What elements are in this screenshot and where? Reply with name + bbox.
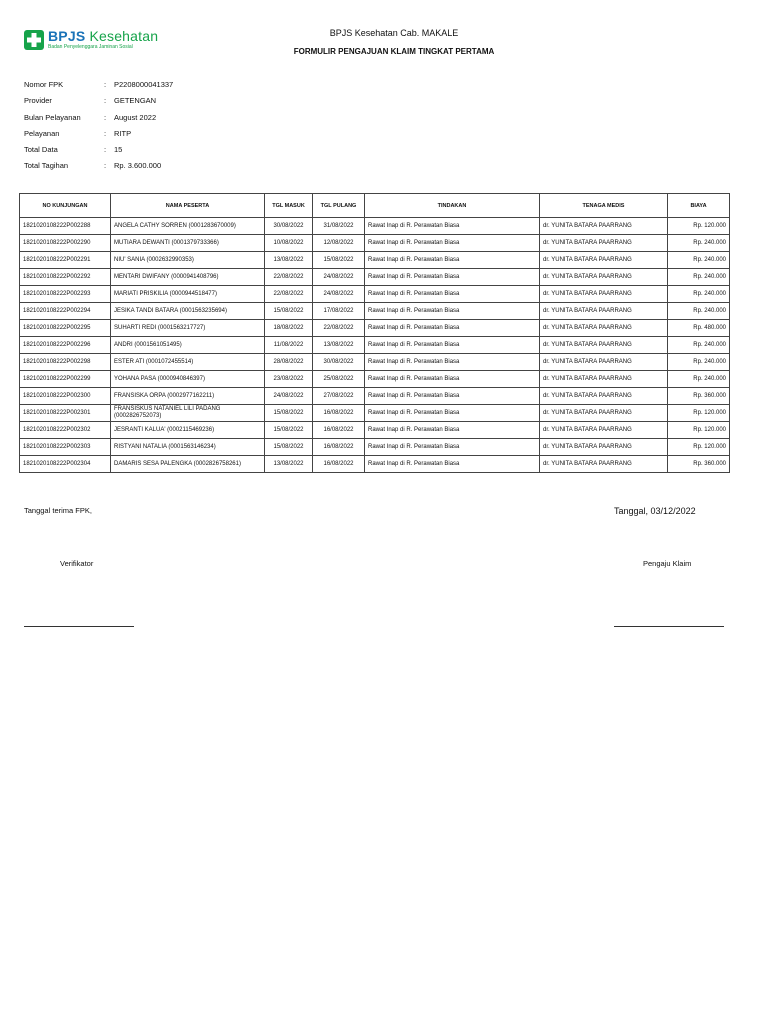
info-value: GETENGAN: [114, 96, 157, 106]
table-row: [20, 286, 730, 303]
visit-number-cell: 1821020108222P002288: [20, 218, 111, 235]
column-header: TGL MASUK: [265, 194, 313, 218]
procedure-cell: Rawat Inap di R. Perawatan Biasa: [365, 439, 540, 456]
discharge-date-cell: 22/08/2022: [313, 320, 365, 337]
info-colon: :: [104, 161, 107, 171]
table-row: [20, 456, 730, 473]
column-header: TGL PULANG: [313, 194, 365, 218]
visit-number-cell: 1821020108222P002296: [20, 337, 111, 354]
table-row: [20, 320, 730, 337]
doctor-cell: dr. YUNITA BATARA PAARRANG: [540, 320, 668, 337]
doctor-cell: dr. YUNITA BATARA PAARRANG: [540, 439, 668, 456]
doctor-cell: dr. YUNITA BATARA PAARRANG: [540, 456, 668, 473]
procedure-cell: Rawat Inap di R. Perawatan Biasa: [365, 422, 540, 439]
visit-number-cell: 1821020108222P002300: [20, 388, 111, 405]
table-row: [20, 371, 730, 388]
column-header: TINDAKAN: [365, 194, 540, 218]
discharge-date-cell: 30/08/2022: [313, 354, 365, 371]
procedure-cell: Rawat Inap di R. Perawatan Biasa: [365, 303, 540, 320]
procedure-cell: Rawat Inap di R. Perawatan Biasa: [365, 371, 540, 388]
branch-office-title: BPJS Kesehatan Cab. MAKALE: [329, 28, 459, 38]
admission-date-cell: 22/08/2022: [265, 286, 313, 303]
doctor-cell: dr. YUNITA BATARA PAARRANG: [540, 388, 668, 405]
info-label: Total Tagihan: [24, 161, 69, 171]
admission-date-cell: 10/08/2022: [265, 235, 313, 252]
patient-name-cell: ANDRI (0001561051495): [111, 337, 265, 354]
info-colon: :: [104, 145, 107, 155]
visit-number-cell: 1821020108222P002304: [20, 456, 111, 473]
patient-name-cell: MARIATI PRISKILIA (0000944518477): [111, 286, 265, 303]
admission-date-cell: 15/08/2022: [265, 303, 313, 320]
cost-cell: Rp. 120.000: [668, 422, 730, 439]
cost-cell: Rp. 240.000: [668, 269, 730, 286]
table-row: [20, 405, 730, 422]
cost-cell: Rp. 120.000: [668, 218, 730, 235]
table-row: [20, 303, 730, 320]
cost-cell: Rp. 240.000: [668, 337, 730, 354]
discharge-date-cell: 27/08/2022: [313, 388, 365, 405]
patient-name-cell: NIU' SANIA (0002632990353): [111, 252, 265, 269]
admission-date-cell: 24/08/2022: [265, 388, 313, 405]
admission-date-cell: 15/08/2022: [265, 439, 313, 456]
discharge-date-cell: 16/08/2022: [313, 405, 365, 422]
procedure-cell: Rawat Inap di R. Perawatan Biasa: [365, 286, 540, 303]
verifier-label: Verifikator: [60, 559, 94, 568]
cost-cell: Rp. 240.000: [668, 371, 730, 388]
admission-date-cell: 18/08/2022: [265, 320, 313, 337]
table-row: [20, 439, 730, 456]
procedure-cell: Rawat Inap di R. Perawatan Biasa: [365, 388, 540, 405]
visit-number-cell: 1821020108222P002293: [20, 286, 111, 303]
admission-date-cell: 13/08/2022: [265, 252, 313, 269]
admission-date-cell: 30/08/2022: [265, 218, 313, 235]
admission-date-cell: 28/08/2022: [265, 354, 313, 371]
discharge-date-cell: 24/08/2022: [313, 286, 365, 303]
cost-cell: Rp. 240.000: [668, 252, 730, 269]
procedure-cell: Rawat Inap di R. Perawatan Biasa: [365, 252, 540, 269]
doctor-cell: dr. YUNITA BATARA PAARRANG: [540, 303, 668, 320]
info-label: Provider: [24, 96, 52, 106]
patient-name-cell: MUTIARA DEWANTI (0001379733366): [111, 235, 265, 252]
table-row: [20, 354, 730, 371]
logo-brand-2: Kesehatan: [89, 28, 159, 44]
doctor-cell: dr. YUNITA BATARA PAARRANG: [540, 286, 668, 303]
visit-number-cell: 1821020108222P002298: [20, 354, 111, 371]
admission-date-cell: 22/08/2022: [265, 269, 313, 286]
discharge-date-cell: 16/08/2022: [313, 439, 365, 456]
column-header: TENAGA MEDIS: [540, 194, 668, 218]
patient-name-cell: YOHANA PASA (0000940846397): [111, 371, 265, 388]
patient-name-cell: RISTYANI NATALIA (0001563146234): [111, 439, 265, 456]
info-value: RITP: [114, 128, 132, 138]
table-row: [20, 252, 730, 269]
discharge-date-cell: 16/08/2022: [313, 422, 365, 439]
date-label: Tanggal,: [614, 506, 649, 516]
procedure-cell: Rawat Inap di R. Perawatan Biasa: [365, 320, 540, 337]
admission-date-cell: 23/08/2022: [265, 371, 313, 388]
column-header: NAMA PESERTA: [111, 194, 265, 218]
discharge-date-cell: 24/08/2022: [313, 269, 365, 286]
discharge-date-cell: 25/08/2022: [313, 371, 365, 388]
patient-name-cell: FRANSISKA ORPA (0002977162211): [111, 388, 265, 405]
procedure-cell: Rawat Inap di R. Perawatan Biasa: [365, 456, 540, 473]
table-header-row: [20, 194, 730, 218]
verifier-signature-line: [24, 626, 134, 627]
procedure-cell: Rawat Inap di R. Perawatan Biasa: [365, 337, 540, 354]
table-row: [20, 422, 730, 439]
info-value: Rp. 3.600.000: [114, 161, 162, 171]
date-value: 03/12/2022: [650, 506, 696, 516]
procedure-cell: Rawat Inap di R. Perawatan Biasa: [365, 354, 540, 371]
cost-cell: Rp. 360.000: [668, 456, 730, 473]
discharge-date-cell: 13/08/2022: [313, 337, 365, 354]
visit-number-cell: 1821020108222P002290: [20, 235, 111, 252]
doctor-cell: dr. YUNITA BATARA PAARRANG: [540, 354, 668, 371]
patient-name-cell: SUHARTI REDI (0001563217727): [111, 320, 265, 337]
patient-name-cell: ANGELA CATHY SORREN (0001283670009): [111, 218, 265, 235]
info-colon: :: [104, 112, 107, 122]
procedure-cell: Rawat Inap di R. Perawatan Biasa: [365, 269, 540, 286]
info-colon: :: [104, 80, 107, 89]
info-colon: :: [104, 96, 107, 106]
info-value: 15: [114, 145, 123, 155]
table-row: [20, 269, 730, 286]
patient-name-cell: FRANSISKUS NATANIEL LILI PADANG (0002826752073): [111, 405, 265, 422]
cost-cell: Rp. 240.000: [668, 286, 730, 303]
logo-brand: BPJS: [48, 28, 86, 44]
doctor-cell: dr. YUNITA BATARA PAARRANG: [540, 337, 668, 354]
info-value: August 2022: [114, 112, 157, 122]
info-value: P2208000041337: [114, 80, 174, 89]
discharge-date-cell: 31/08/2022: [313, 218, 365, 235]
column-header: NO KUNJUNGAN: [20, 194, 111, 218]
info-label: Nomor FPK: [24, 80, 64, 89]
doctor-cell: dr. YUNITA BATARA PAARRANG: [540, 422, 668, 439]
visit-number-cell: 1821020108222P002299: [20, 371, 111, 388]
cost-cell: Rp. 240.000: [668, 303, 730, 320]
cost-cell: Rp. 240.000: [668, 354, 730, 371]
table-row: [20, 235, 730, 252]
cost-cell: Rp. 480.000: [668, 320, 730, 337]
claims-table: [19, 193, 730, 473]
patient-name-cell: JESRANTI KALUA' (0002115469236): [111, 422, 265, 439]
doctor-cell: dr. YUNITA BATARA PAARRANG: [540, 405, 668, 422]
visit-number-cell: 1821020108222P002292: [20, 269, 111, 286]
column-header: BIAYA: [668, 194, 730, 218]
applicant-label: Pengaju Klaim: [643, 559, 692, 568]
info-label: Pelayanan: [24, 128, 60, 138]
table-row: [20, 218, 730, 235]
patient-name-cell: MENTARI DWIFANY (0000941408796): [111, 269, 265, 286]
date-line: [614, 506, 696, 516]
table-row: [20, 337, 730, 354]
discharge-date-cell: 15/08/2022: [313, 252, 365, 269]
visit-number-cell: 1821020108222P002291: [20, 252, 111, 269]
table-body: [20, 218, 730, 473]
cost-cell: Rp. 360.000: [668, 388, 730, 405]
discharge-date-cell: 16/08/2022: [313, 456, 365, 473]
applicant-signature-line: [614, 626, 724, 627]
admission-date-cell: 15/08/2022: [265, 405, 313, 422]
table-row: [20, 388, 730, 405]
doctor-cell: dr. YUNITA BATARA PAARRANG: [540, 218, 668, 235]
admission-date-cell: 15/08/2022: [265, 422, 313, 439]
cost-cell: Rp. 120.000: [668, 405, 730, 422]
procedure-cell: Rawat Inap di R. Perawatan Biasa: [365, 235, 540, 252]
visit-number-cell: 1821020108222P002303: [20, 439, 111, 456]
discharge-date-cell: 12/08/2022: [313, 235, 365, 252]
info-label: Total Data: [24, 145, 58, 155]
visit-number-cell: 1821020108222P002294: [20, 303, 111, 320]
cost-cell: Rp. 120.000: [668, 439, 730, 456]
info-label: Bulan Pelayanan: [24, 112, 81, 122]
admission-date-cell: 13/08/2022: [265, 456, 313, 473]
doctor-cell: dr. YUNITA BATARA PAARRANG: [540, 252, 668, 269]
procedure-cell: Rawat Inap di R. Perawatan Biasa: [365, 218, 540, 235]
received-date-label: Tanggal terima FPK,: [24, 506, 92, 515]
cost-cell: Rp. 240.000: [668, 235, 730, 252]
patient-name-cell: ESTER ATI (0001072455514): [111, 354, 265, 371]
patient-name-cell: DAMARIS SESA PALENGKA (0002826758261): [111, 456, 265, 473]
visit-number-cell: 1821020108222P002301: [20, 405, 111, 422]
visit-number-cell: 1821020108222P002302: [20, 422, 111, 439]
patient-name-cell: JESIKA TANDI BATARA (0001563235694): [111, 303, 265, 320]
doctor-cell: dr. YUNITA BATARA PAARRANG: [540, 269, 668, 286]
admission-date-cell: 11/08/2022: [265, 337, 313, 354]
doctor-cell: dr. YUNITA BATARA PAARRANG: [540, 235, 668, 252]
doctor-cell: dr. YUNITA BATARA PAARRANG: [540, 371, 668, 388]
visit-number-cell: 1821020108222P002295: [20, 320, 111, 337]
form-title: FORMULIR PENGAJUAN KLAIM TINGKAT PERTAMA: [293, 47, 495, 56]
discharge-date-cell: 17/08/2022: [313, 303, 365, 320]
procedure-cell: Rawat Inap di R. Perawatan Biasa: [365, 405, 540, 422]
info-colon: :: [104, 128, 107, 138]
logo-subtitle: Badan Penyelenggara Jaminan Sosial: [48, 44, 133, 50]
